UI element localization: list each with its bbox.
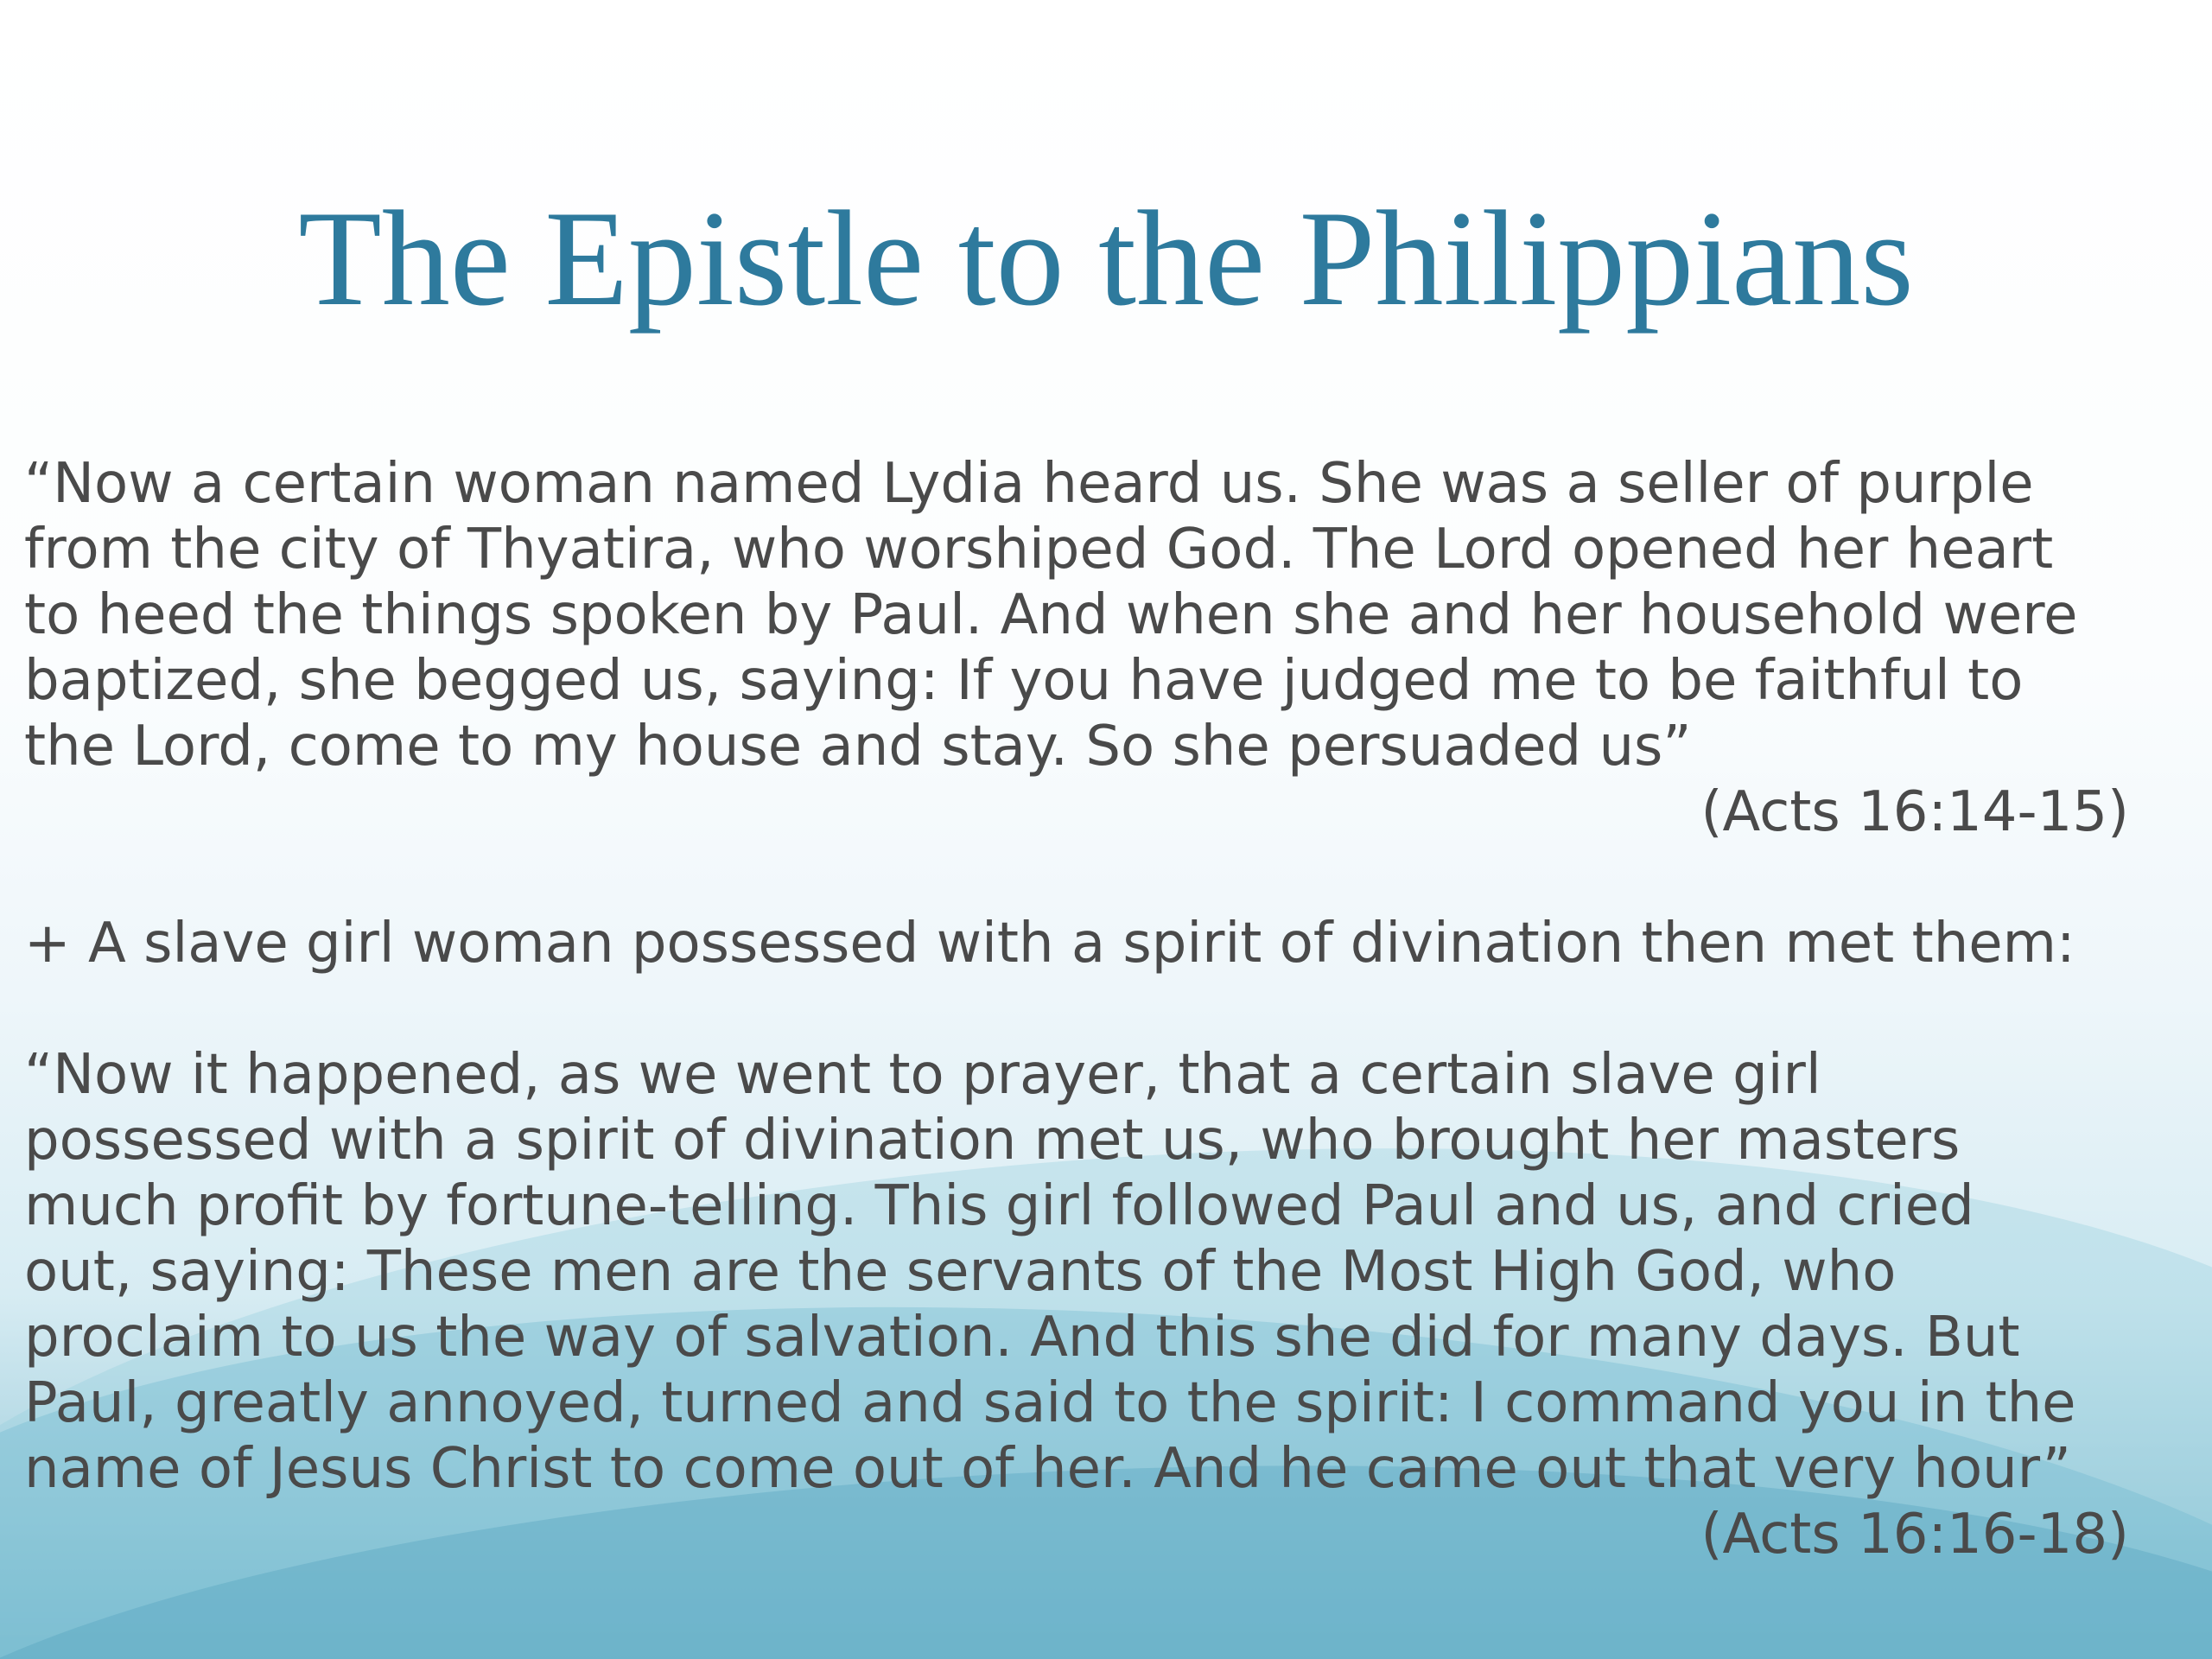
slave-girl-bullet: + A slave girl woman possessed with a spirit of divination then met them: [24, 912, 2075, 976]
spacer [24, 845, 2193, 911]
slave-girl-reference: (Acts 16:16-18) [1700, 1503, 2129, 1567]
slide-body [24, 451, 2193, 1567]
lydia-reference: (Acts 16:14-15) [1700, 780, 2129, 844]
spacer [24, 976, 2193, 1042]
lydia-quote: “Now a certain woman named Lydia heard us. She was a seller of purple from the city of Thyatira, who worshiped God. The Lord opened her heart to heed the things spoken by Paul. And when she and her household were baptized, she begged us, saying: If you have judged me to be faithful to the Lord, come to my house and stay. So she persuaded us” [24, 452, 2078, 779]
slave-girl-quote: “Now it happened, as we went to prayer, that a certain slave girl possessed with a spirit of divination met us, who brought her masters much profit by fortune-telling. This girl followed Paul and us, and cried out, saying: These men are the servants of the Most High God, who proclaim to us the way of salvation. And this she did for many days. But Paul, greatly annoyed, turned and said to the spirit: I command you in the name of Jesus Christ to come out of her. And he came out that very hour” [24, 1043, 2076, 1501]
slide-title: The Epistle to the Philippians [298, 183, 1914, 334]
